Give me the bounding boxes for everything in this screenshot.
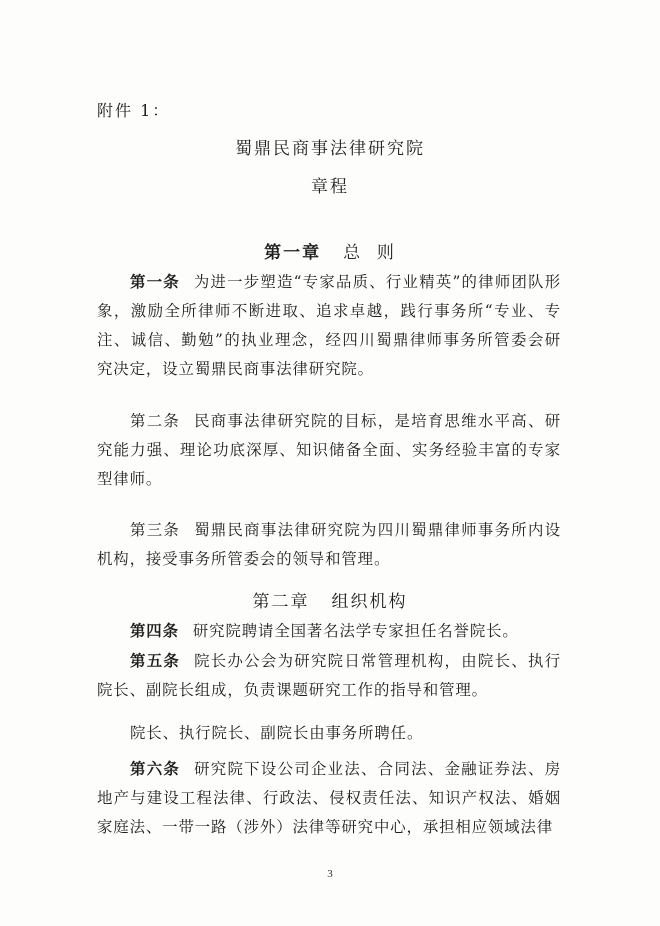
chapter-1-name: 总 则 — [343, 243, 396, 263]
article-5-label: 第五条 — [130, 652, 181, 670]
document-title: 蜀鼎民商事法律研究院 — [235, 139, 425, 159]
page-number: 3 — [327, 868, 333, 880]
article-6-text: 研究院下设公司企业法、合同法、金融证券法、房地产与建设工程法律、行政法、侵权责任法、知识产权法、婚姻家庭法、一带一路（涉外）法律等研究中心，承担相应领域法律 — [97, 760, 561, 836]
article-3 — [97, 516, 561, 574]
chapter-1-number: 第一章 — [264, 243, 322, 263]
article-4-label: 第四条 — [130, 622, 179, 640]
chapter-heading-1 — [0, 238, 660, 263]
article-4-text: 研究院聘请全国著名法学专家担任名誉院长。 — [192, 622, 519, 640]
article-2-text: 民商事法律研究院的目标，是培育思维水平高、研究能力强、理论功底深厚、知识储备全面、实务经验丰富的专家型律师。 — [97, 412, 561, 488]
annex-label: 附件 1： — [97, 101, 171, 120]
chapter-heading-2 — [0, 587, 660, 612]
article-2-label: 第二条 — [130, 412, 181, 430]
article-3-label: 第三条 — [130, 521, 181, 539]
article-6 — [97, 755, 561, 842]
article-5-text: 院长办公会为研究院日常管理机构，由院长、执行院长、副院长组成，负责课题研究工作的指导和管理。 — [97, 652, 561, 699]
chapter-2-name: 组织机构 — [331, 592, 408, 612]
article-1-label: 第一条 — [130, 273, 180, 291]
article-2 — [97, 407, 561, 494]
article-4 — [97, 617, 561, 646]
article-6-label: 第六条 — [130, 760, 181, 778]
article-5 — [97, 647, 561, 705]
article-3-text: 蜀鼎民商事法律研究院为四川蜀鼎律师事务所内设机构，接受事务所管委会的领导和管理。 — [97, 521, 561, 568]
article-1-text: 为进一步塑造“专家品质、行业精英”的律师团队形象，激励全所律师不断进取、追求卓越，践行事务所“专业、专注、诚信、勤勉”的执业理念，经四川蜀鼎律师事务所管委会研究决定，设立蜀鼎民商事法律研究院。 — [97, 273, 561, 378]
article-5-extra: 院长、执行院长、副院长由事务所聘任。 — [130, 724, 424, 742]
document-subtitle: 章程 — [311, 177, 349, 197]
chapter-2-number: 第二章 — [252, 592, 310, 612]
article-1 — [97, 268, 561, 384]
